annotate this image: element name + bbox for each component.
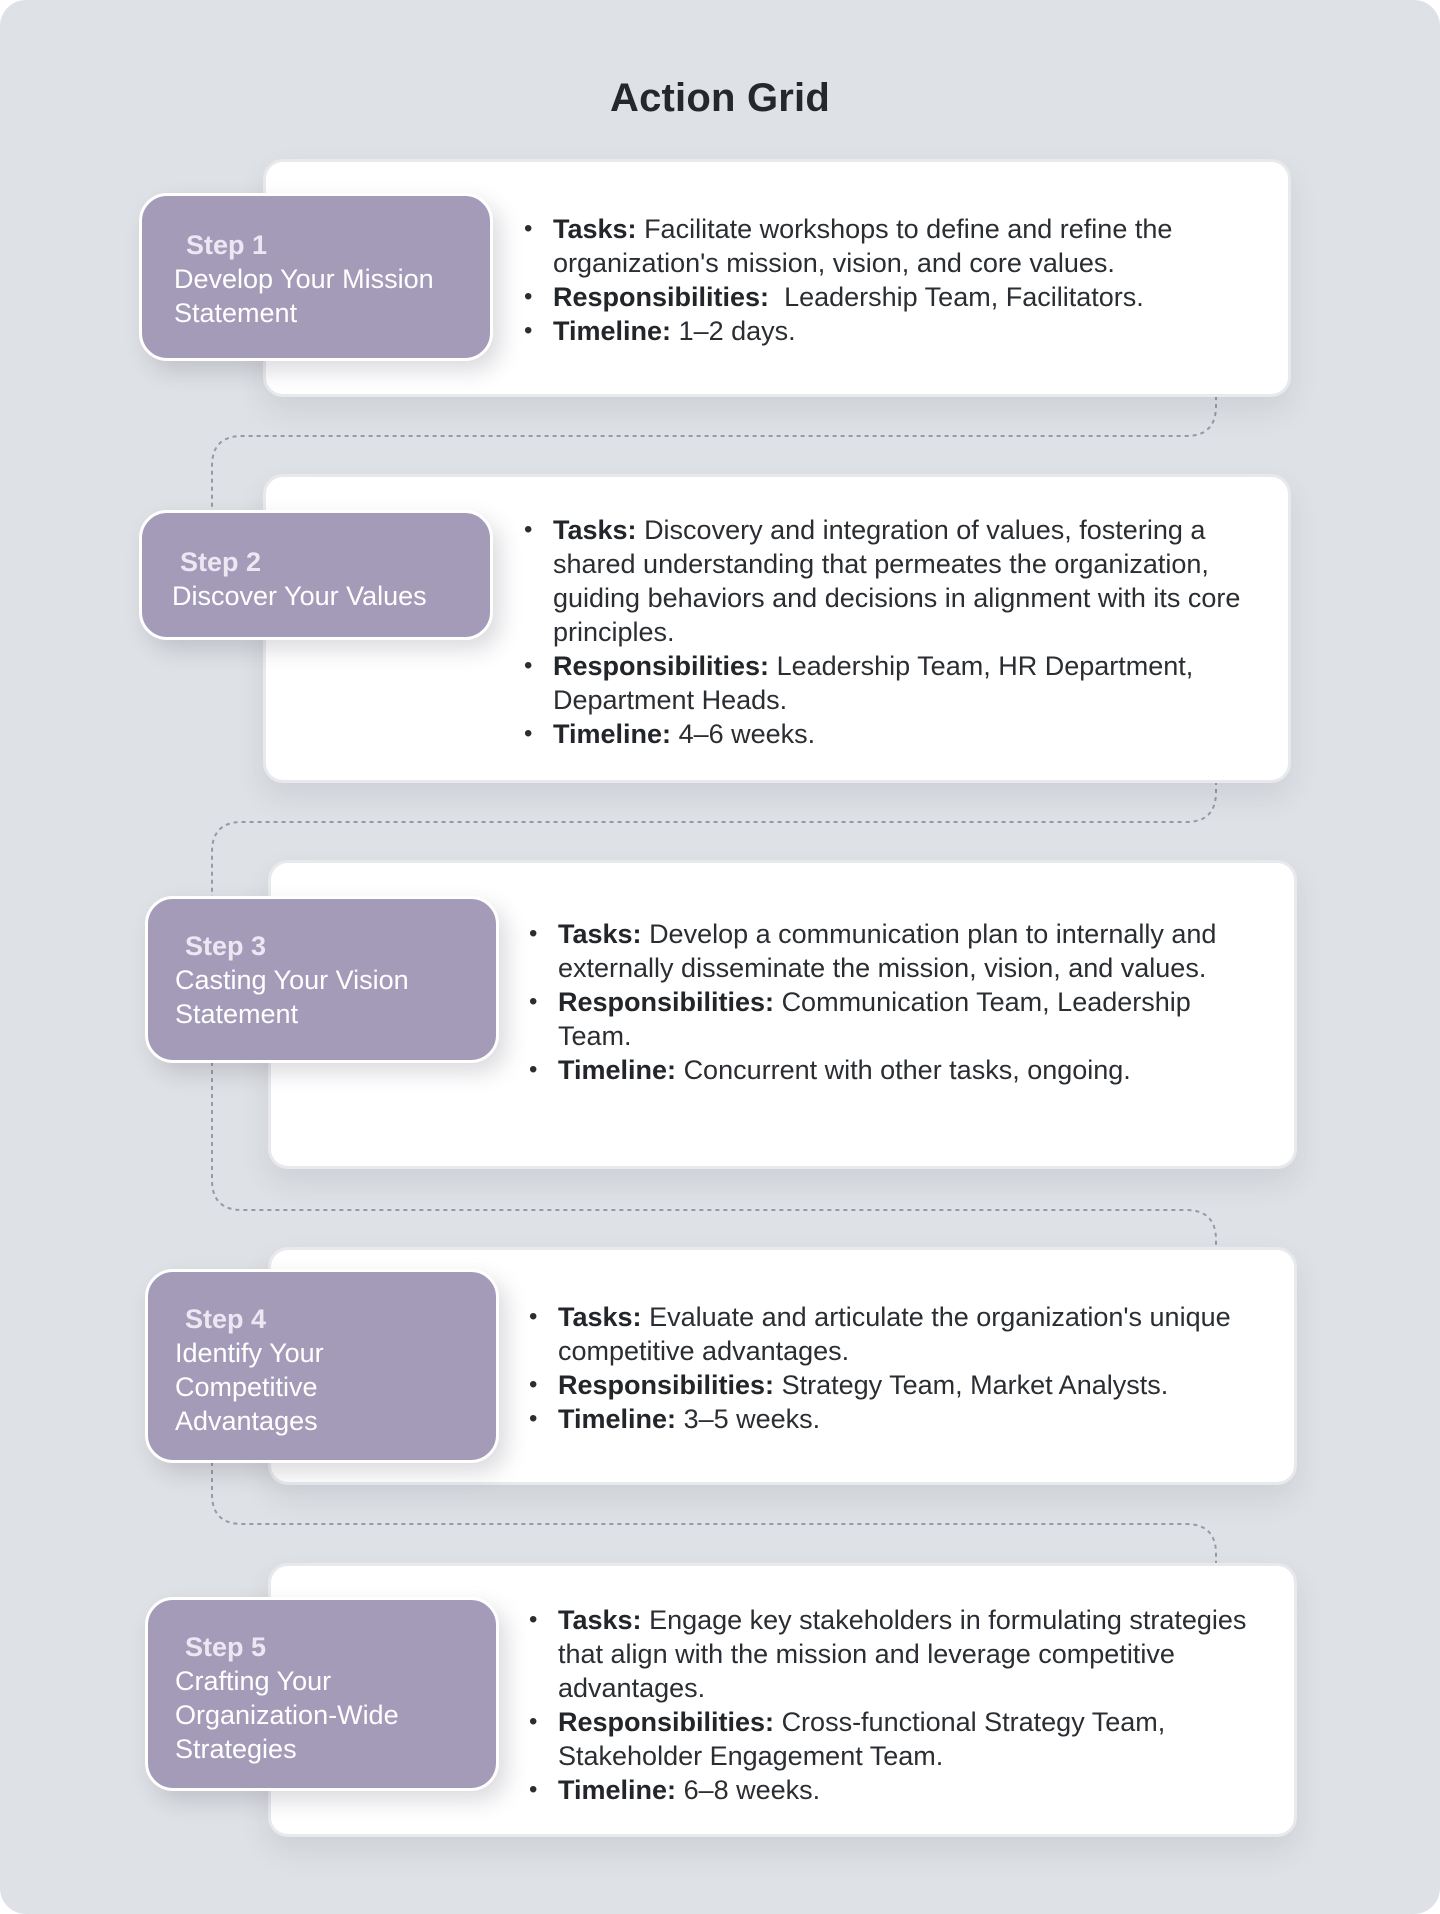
step-3-timeline: • Timeline: Concurrent with other tasks, ongoing. [529, 1053, 1269, 1087]
step-4-label [145, 1269, 499, 1463]
step-2-tasks: • Tasks: Discovery and integration of values, fostering a shared understanding that permeates the organization, guiding behaviors and decisions in alignment with its core principles. [524, 513, 1264, 649]
step-5-timeline: • Timeline: 6–8 weeks. [529, 1773, 1269, 1807]
step-1-responsibilities: • Responsibilities: Leadership Team, Facilitators. [524, 280, 1264, 314]
step-4-details [529, 1300, 1269, 1436]
step-2-number: Step 2 [180, 547, 262, 577]
step-4-name: Identify Your Competitive Advantages [175, 1338, 324, 1436]
step-1-label [139, 193, 493, 361]
step-2-responsibilities: • Responsibilities: Leadership Team, HR Department, Department Heads. [524, 649, 1264, 717]
step-4-tasks: • Tasks: Evaluate and articulate the organization's unique competitive advantages. [529, 1300, 1269, 1368]
step-4-responsibilities: • Responsibilities: Strategy Team, Market Analysts. [529, 1368, 1269, 1402]
step-2-details [524, 513, 1264, 751]
step-5-label [145, 1597, 499, 1791]
step-3-details [529, 917, 1269, 1087]
step-4-timeline: • Timeline: 3–5 weeks. [529, 1402, 1269, 1436]
step-3-responsibilities: • Responsibilities: Communication Team, Leadership Team. [529, 985, 1269, 1053]
step-1-name: Develop Your Mission Statement [174, 264, 434, 328]
step-3-label [145, 896, 499, 1063]
step-3-name: Casting Your Vision Statement [175, 965, 409, 1029]
step-1-tasks: • Tasks: Facilitate workshops to define and refine the organization's mission, vision, and core values. [524, 212, 1264, 280]
step-5-details [529, 1603, 1269, 1807]
step-2-timeline: • Timeline: 4–6 weeks. [524, 717, 1264, 751]
step-1-number: Step 1 [186, 230, 268, 260]
step-5-tasks: • Tasks: Engage key stakeholders in formulating strategies that align with the mission and leverage competitive advantages. [529, 1603, 1269, 1705]
step-2-name: Discover Your Values [172, 581, 427, 611]
step-1-timeline: • Timeline: 1–2 days. [524, 314, 1264, 348]
step-5-responsibilities: • Responsibilities: Cross-functional Strategy Team, Stakeholder Engagement Team. [529, 1705, 1269, 1773]
step-3-tasks: • Tasks: Develop a communication plan to internally and externally disseminate the mission, vision, and values. [529, 917, 1269, 985]
page-title: Action Grid [610, 76, 830, 120]
step-5-name: Crafting Your Organization-Wide Strategies [175, 1666, 399, 1764]
step-3-number: Step 3 [185, 931, 267, 961]
step-4-number: Step 4 [185, 1304, 267, 1334]
step-1-details [524, 212, 1264, 348]
step-2-label [139, 510, 493, 640]
step-5-number: Step 5 [185, 1632, 267, 1662]
